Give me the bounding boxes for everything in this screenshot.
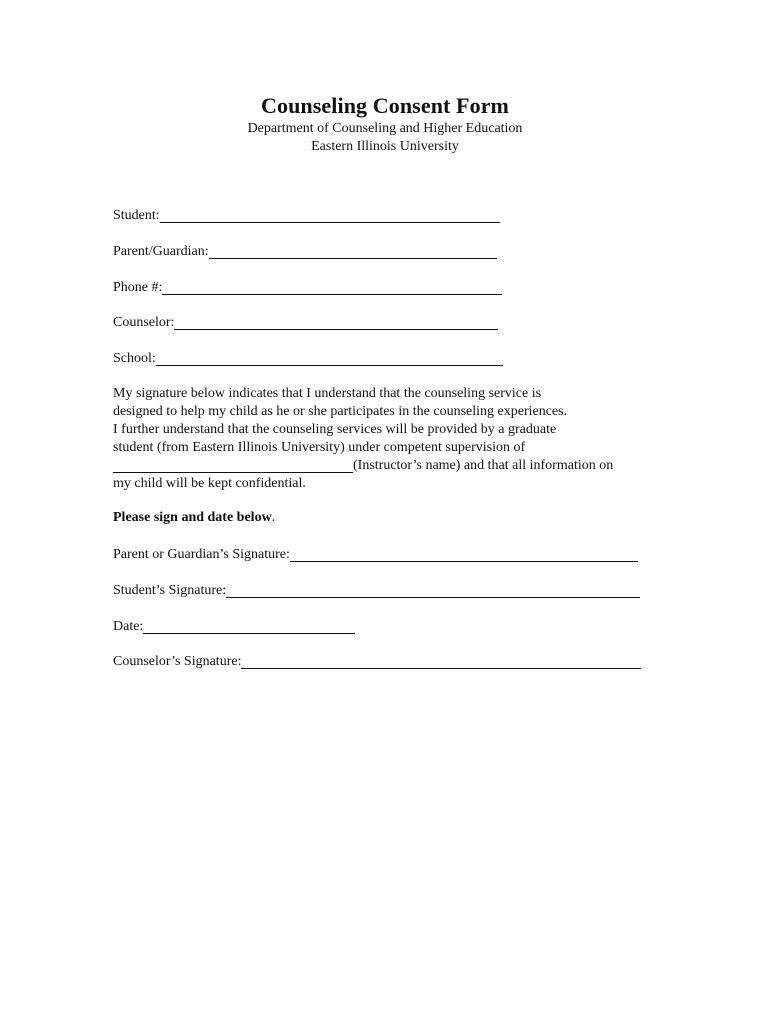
parent-guardian-label: Parent/Guardian: <box>113 244 209 259</box>
instructor-suffix: (Instructor’s name) and that all information on <box>353 458 614 473</box>
consent-line-instructor <box>113 457 673 475</box>
sign-instruction <box>113 510 275 526</box>
student-signature-input-line[interactable] <box>226 583 640 598</box>
counselor-signature-label: Counselor’s Signature: <box>113 654 242 669</box>
consent-line: My signature below indicates that I understand that the counseling service is <box>113 386 542 401</box>
university-name: Eastern Illinois University <box>311 139 459 154</box>
school-field <box>113 350 503 368</box>
form-title: Counseling Consent Form <box>261 93 509 118</box>
consent-line: student (from Eastern Illinois University) under competent supervision of <box>113 440 526 455</box>
phone-field <box>113 279 502 297</box>
department-name: Department of Counseling and Higher Education <box>247 121 523 136</box>
counselor-label: Counselor: <box>113 315 175 330</box>
consent-line: designed to help my child as he or she participates in the counseling experiences. <box>113 404 568 419</box>
sign-instruction-bold: Please sign and date below <box>113 510 272 525</box>
student-signature-field <box>113 582 640 600</box>
phone-input-line[interactable] <box>162 280 502 295</box>
student-label: Student: <box>113 208 160 223</box>
counselor-input-line[interactable] <box>174 315 498 330</box>
sign-instruction-period: . <box>271 510 276 525</box>
counselor-field <box>113 314 498 332</box>
parent-signature-label: Parent or Guardian’s Signature: <box>113 547 290 562</box>
school-input-line[interactable] <box>156 351 503 366</box>
parent-signature-input-line[interactable] <box>290 547 638 562</box>
counselor-signature-field <box>113 653 641 671</box>
parent-signature-field <box>113 546 638 564</box>
phone-label: Phone #: <box>113 280 163 295</box>
date-input-line[interactable] <box>143 619 355 634</box>
student-input-line[interactable] <box>160 208 500 223</box>
school-label: School: <box>113 351 156 366</box>
date-field <box>113 618 355 636</box>
consent-line: I further understand that the counseling services will be provided by a graduate <box>113 422 557 437</box>
counselor-signature-input-line[interactable] <box>241 654 641 669</box>
student-signature-label: Student’s Signature: <box>113 583 227 598</box>
consent-paragraph <box>113 385 673 493</box>
student-field <box>113 207 500 225</box>
consent-line: my child will be kept confidential. <box>113 476 306 491</box>
parent-guardian-field <box>113 243 497 261</box>
date-label: Date: <box>113 619 144 634</box>
parent-guardian-input-line[interactable] <box>209 244 497 259</box>
instructor-name-input-line[interactable] <box>113 458 353 473</box>
